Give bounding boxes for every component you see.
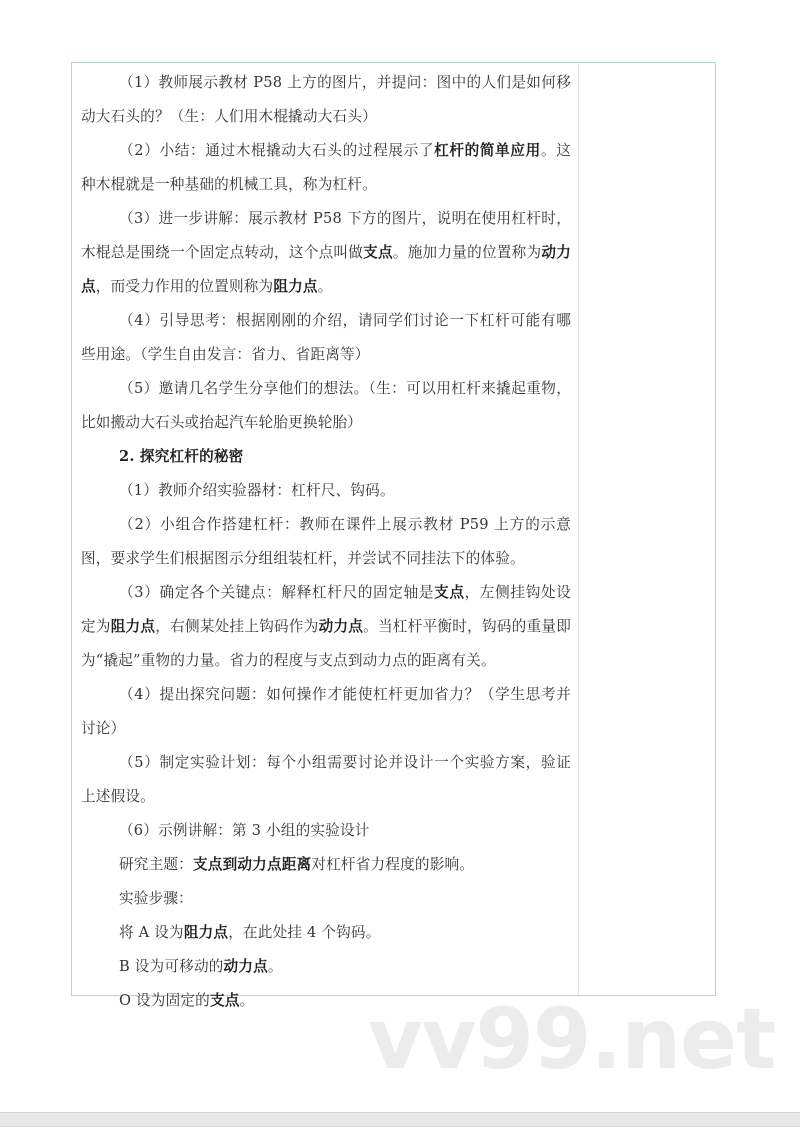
- paragraph: [81, 202, 571, 304]
- text-run: ，右侧某处挂上钩码作为: [155, 618, 319, 635]
- paragraph: [81, 814, 571, 848]
- text-run: ，而受力作用的位置则称为: [95, 278, 274, 295]
- paragraph: [81, 66, 571, 134]
- text-run: 实验步骤：: [119, 890, 193, 907]
- horizontal-scrollbar[interactable]: [0, 1112, 800, 1127]
- paragraph: [81, 746, 571, 814]
- bold-term: 2. 探究杠杆的秘密: [119, 448, 244, 465]
- text-run: （3）进一步讲解：展示教材 P58 下方的图片，说明在使用杠杆时，木棍总是围绕一个固定点转动，这个点叫做: [81, 210, 571, 261]
- text-run: （5）制定实验计划：每个小组需要讨论并设计一个实验方案，验证上述假设。: [81, 754, 571, 805]
- paragraph: [81, 304, 571, 372]
- bold-term: 支点: [209, 992, 240, 1009]
- column-divider: [578, 63, 579, 995]
- section-heading: [81, 440, 571, 474]
- text-run: （6）示例讲解：第 3 小组的实验设计: [119, 822, 370, 839]
- paragraph: [81, 372, 571, 440]
- text-run: O 设为固定的: [119, 992, 210, 1009]
- bold-term: 阻力点: [183, 924, 229, 941]
- bold-term: 阻力点: [110, 618, 156, 635]
- text-run: 研究主题：: [119, 856, 193, 873]
- text-run: 对杠杆省力程度的影响。: [311, 856, 475, 873]
- bold-term: 支点: [363, 244, 393, 261]
- paragraph: [81, 508, 571, 576]
- text-run: （4）提出探究问题：如何操作才能使杠杆更加省力？（学生思考并讨论）: [81, 686, 571, 737]
- text-run: （1）教师展示教材 P58 上方的图片，并提问：图中的人们是如何移动大石头的？（生：人们用木棍撬动大石头）: [81, 74, 571, 125]
- bold-term: 动力点: [223, 958, 268, 975]
- text-run: （3）确定各个关键点：解释杠杆尺的固定轴是: [119, 584, 435, 601]
- bold-term: 阻力点: [273, 278, 318, 295]
- text-run: 。当杠杆平衡时，钩码的重量即为“撬起”重物的力量。省力的程度与支点到动力点的距离有关。: [81, 618, 572, 669]
- paragraph: [81, 576, 571, 678]
- bold-term: 支点到动力点距离: [192, 856, 312, 873]
- bold-term: 动力点: [318, 618, 364, 635]
- text-run: 将 A 设为: [119, 924, 184, 941]
- text-run: （1）教师介绍实验器材：杠杆尺、钩码。: [119, 482, 395, 499]
- text-run: ，在此处挂 4 个钩码。: [228, 924, 381, 941]
- text-run: 。这种木棍就是一种基础的机械工具，称为杠杆。: [81, 142, 571, 193]
- text-run: （2）小结：通过木棍撬动大石头的过程展示了: [119, 142, 435, 159]
- bold-term: 杠杆的简单应用: [434, 142, 541, 159]
- lesson-table: [71, 62, 716, 1009]
- paragraph: [81, 474, 571, 508]
- paragraph: [81, 134, 571, 202]
- text-run: ，左侧挂钩处设定为: [81, 584, 571, 635]
- text-run: （4）引导思考：根据刚刚的介绍，请同学们讨论一下杠杆可能有哪些用途。（学生自由发言：省力、省距离等）: [81, 312, 571, 363]
- text-run: 。: [317, 278, 333, 295]
- text-run: （2）小组合作搭建杠杆：教师在课件上展示教材 P59 上方的示意图，要求学生们根据图示分组组装杠杆，并尝试不同挂法下的体验。: [81, 516, 571, 567]
- bold-term: 动力点: [81, 244, 571, 295]
- lesson-content-cell: [81, 66, 571, 1018]
- paragraph: [81, 950, 571, 984]
- text-run: 。: [239, 992, 255, 1009]
- paragraph: [81, 882, 571, 916]
- bold-term: 支点: [434, 584, 465, 601]
- paragraph: [81, 678, 571, 746]
- paragraph: [81, 848, 571, 882]
- text-run: （5）邀请几名学生分享他们的想法。（生：可以用杠杆来撬起重物，比如搬动大石头或抬起汽车轮胎更换轮胎）: [81, 380, 571, 431]
- text-run: 。: [267, 958, 283, 975]
- watermark: vv99.net: [368, 990, 776, 1088]
- paragraph: [81, 916, 571, 950]
- text-run: B 设为可移动的: [119, 958, 224, 975]
- text-run: 。施加力量的位置称为: [392, 244, 542, 261]
